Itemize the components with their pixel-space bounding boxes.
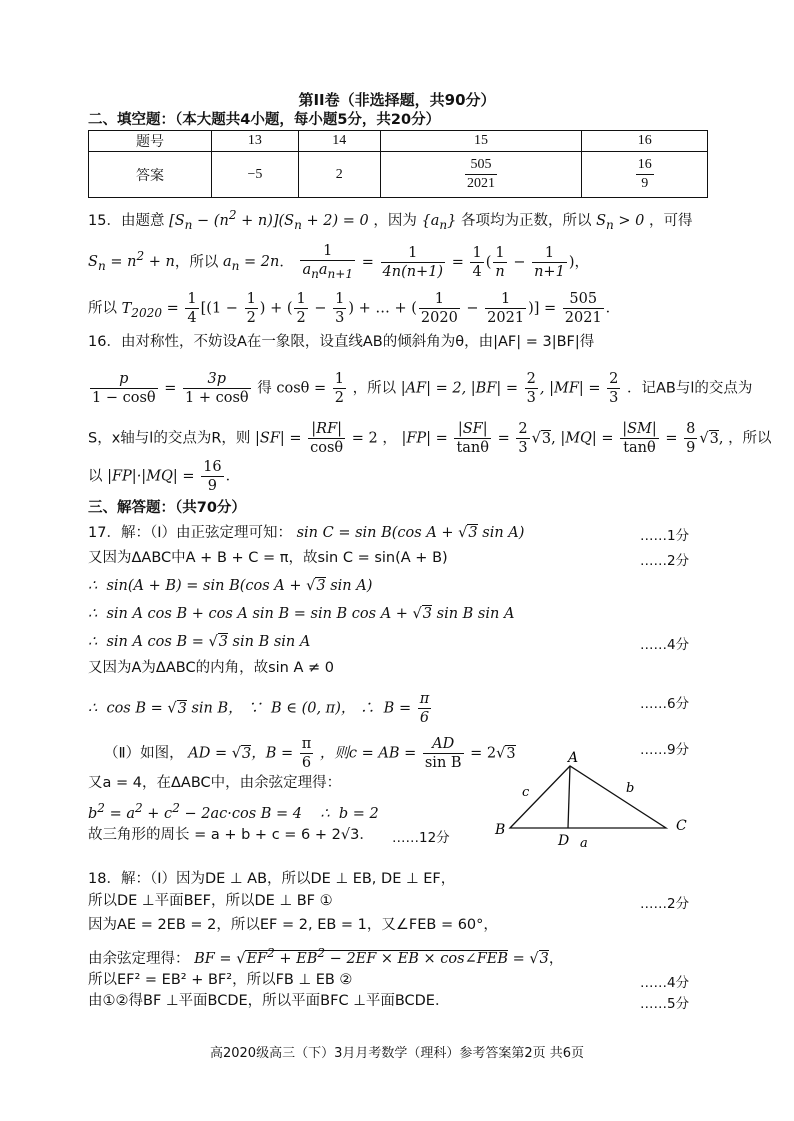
- q17-line-10: $b^2 = a^2 + c^2 - 2ac\cdot\cos$ B = 4 ∴ b = 2: [88, 801, 379, 822]
- q17-line-2: 又因为ΔABC中A + B + C = π，故sin C = sin(A + B): [88, 550, 448, 566]
- section-title: 第II卷（非选择题，共90分）: [298, 91, 496, 109]
- qnum-15: 15: [380, 131, 582, 152]
- q17-line-7: ∴ cos B = √3 sin B， ∵ B ∈ (0, π)， ∴ B = $\frac{\pi}{6}$: [88, 691, 430, 726]
- page-footer: 高2020级高三（下）3月月考数学（理科）参考答案第2页 共6页: [209, 1046, 585, 1061]
- score-18-2: ……2分: [640, 896, 690, 912]
- label-d-point: D: [558, 833, 570, 849]
- fill-in-header: 二、填空题：（本大题共4小题，每小题5分，共20分）: [88, 112, 441, 128]
- score-12: ……12分: [392, 830, 450, 846]
- q15-line-2: $S_n = n^2 + n$，所以 $a_n = 2n$． 1 $a_na_{n+1}$ = $\frac{1}{4n(n+1)}$ = $\frac{1}{4}$ ( $\frac{1}{n}$ − $\frac{1}{n+1}$ )，: [88, 243, 589, 281]
- score-6: ……6分: [640, 696, 690, 712]
- q18-line-2: 所以DE ⊥平面BEF，所以DE ⊥ BF ①: [88, 893, 333, 909]
- answer-14: 2: [298, 152, 380, 198]
- q16-line-3: S，x轴与l的交点为R，则 |SF| = $\frac{|RF|}{\cos\theta}$ = 2 ， |FP| = $\frac{|SF|}{\tan\theta}$ = $\frac{2}{3}$ √3, |MQ| = $\frac{|SM|}{\tan\theta}$ = $\frac{8}{9}$ √3, ，所以: [88, 421, 772, 456]
- qnum-14: 14: [298, 131, 380, 152]
- score-18-4: ……4分: [640, 975, 690, 991]
- row-label-answer: 答案: [89, 152, 212, 198]
- answer-13: −5: [212, 152, 299, 198]
- q17-line-4: ∴ sin A cos B + cos A sin B = sin B cos A + √3 sin B sin A: [88, 606, 515, 622]
- altitude-ad: [568, 766, 570, 828]
- score-2: ……2分: [640, 553, 690, 569]
- triangle-figure: [480, 750, 700, 850]
- qnum-16: 16: [582, 131, 708, 152]
- label-a-vertex: A: [568, 750, 579, 766]
- label-b-vertex: B: [495, 822, 506, 838]
- answer-table: [88, 130, 708, 198]
- q15-line-1: 15．由题意 $[S_n - (n^2 + n)](S_n + 2) = 0$ ，因为 $\{a_n\}$ 各项均为正数，所以 $S_n > 0$ ，可得: [88, 208, 693, 232]
- q17-line-3: ∴ sin(A + B) = sin B(cos A + √3 sin A): [88, 578, 373, 594]
- q17-line-9: 又a = 4，在ΔABC中，由余弦定理得：: [88, 775, 342, 791]
- label-side-b: b: [626, 781, 635, 796]
- row-label-question: 题号: [89, 131, 212, 152]
- q17-line-5: ∴ sin A cos B = √3 sin B sin A: [88, 634, 311, 650]
- q16-line-2: $\frac{p}{1 - \cos\theta}$ = $\frac{3p}{1 + \cos\theta}$ 得 cosθ = $\frac{1}{2}$ ，所以 |AF| = 2, |BF| = $\frac{2}{3}$ , |MF| = $\frac{2}{3}$ ．记AB与l的交点为: [92, 371, 753, 406]
- score-18-5: ……5分: [640, 996, 690, 1012]
- label-side-a: a: [580, 836, 588, 850]
- answer-15: $\frac{505}{2021}$: [380, 152, 582, 198]
- q17-line-1: 17．解：（Ⅰ）由正弦定理可知： sin C = sin B(cos A + √3 sin A): [88, 525, 525, 541]
- q16-line-1: 16．由对称性，不妨设A在一象限，设直线AB的倾斜角为θ，由|AF| = 3|BF|得: [88, 334, 595, 350]
- triangle-abc: [510, 766, 666, 828]
- qnum-13: 13: [212, 131, 299, 152]
- score-4: ……4分: [640, 637, 690, 653]
- answer-16: $\frac{16}{9}$: [582, 152, 708, 198]
- score-9: ……9分: [640, 742, 690, 758]
- solve-header: 三、解答题：（共70分）: [88, 500, 246, 516]
- score-1: ……1分: [640, 528, 690, 544]
- q15-line-3: 所以 $T_{2020}$ = $\frac{1}{4}$ [(1 − $\frac{1}{2}$ ) + ( $\frac{1}{2}$ − $\frac{1}{3}$ ) + … + ( $\frac{1}{2020}$ − $\frac{1}{2021}$ )] = $\frac{505}{2021}$ ．: [88, 291, 621, 326]
- q18-line-4: 由余弦定理得： BF = $√EF^2 + EB^2 - 2EF$ × EB × cos∠FEB = √3，: [88, 946, 564, 967]
- q17-line-6: 又因为A为ΔABC的内角，故sin A ≠ 0: [88, 660, 334, 676]
- q18-line-1: 18．解：（Ⅰ）因为DE ⊥ AB，所以DE ⊥ EB, DE ⊥ EF，: [88, 871, 456, 887]
- label-side-c: c: [522, 785, 530, 800]
- q17-line-11: 故三角形的周长 = a + b + c = 6 + 2√3．: [88, 827, 374, 843]
- q18-line-5: 所以EF² = EB² + BF²，所以FB ⊥ EB ②: [88, 972, 353, 988]
- q17-line-8: （Ⅱ）如图， AD = √3，B = $\frac{\pi}{6}$ ，则c = AB = $\frac{AD}{\text{sin B}}$ = 2√3: [104, 736, 516, 771]
- label-c-vertex: C: [676, 818, 687, 834]
- q18-line-6: 由①②得BF ⊥平面BCDE，所以平面BFC ⊥平面BCDE．: [88, 993, 450, 1009]
- q18-line-3: 因为AE = 2EB = 2，所以EF = 2, EB = 1，又∠FEB = 60°，: [88, 917, 498, 933]
- q16-line-4: 以 |FP|·|MQ| = $\frac{16}{9}$ ．: [88, 459, 241, 494]
